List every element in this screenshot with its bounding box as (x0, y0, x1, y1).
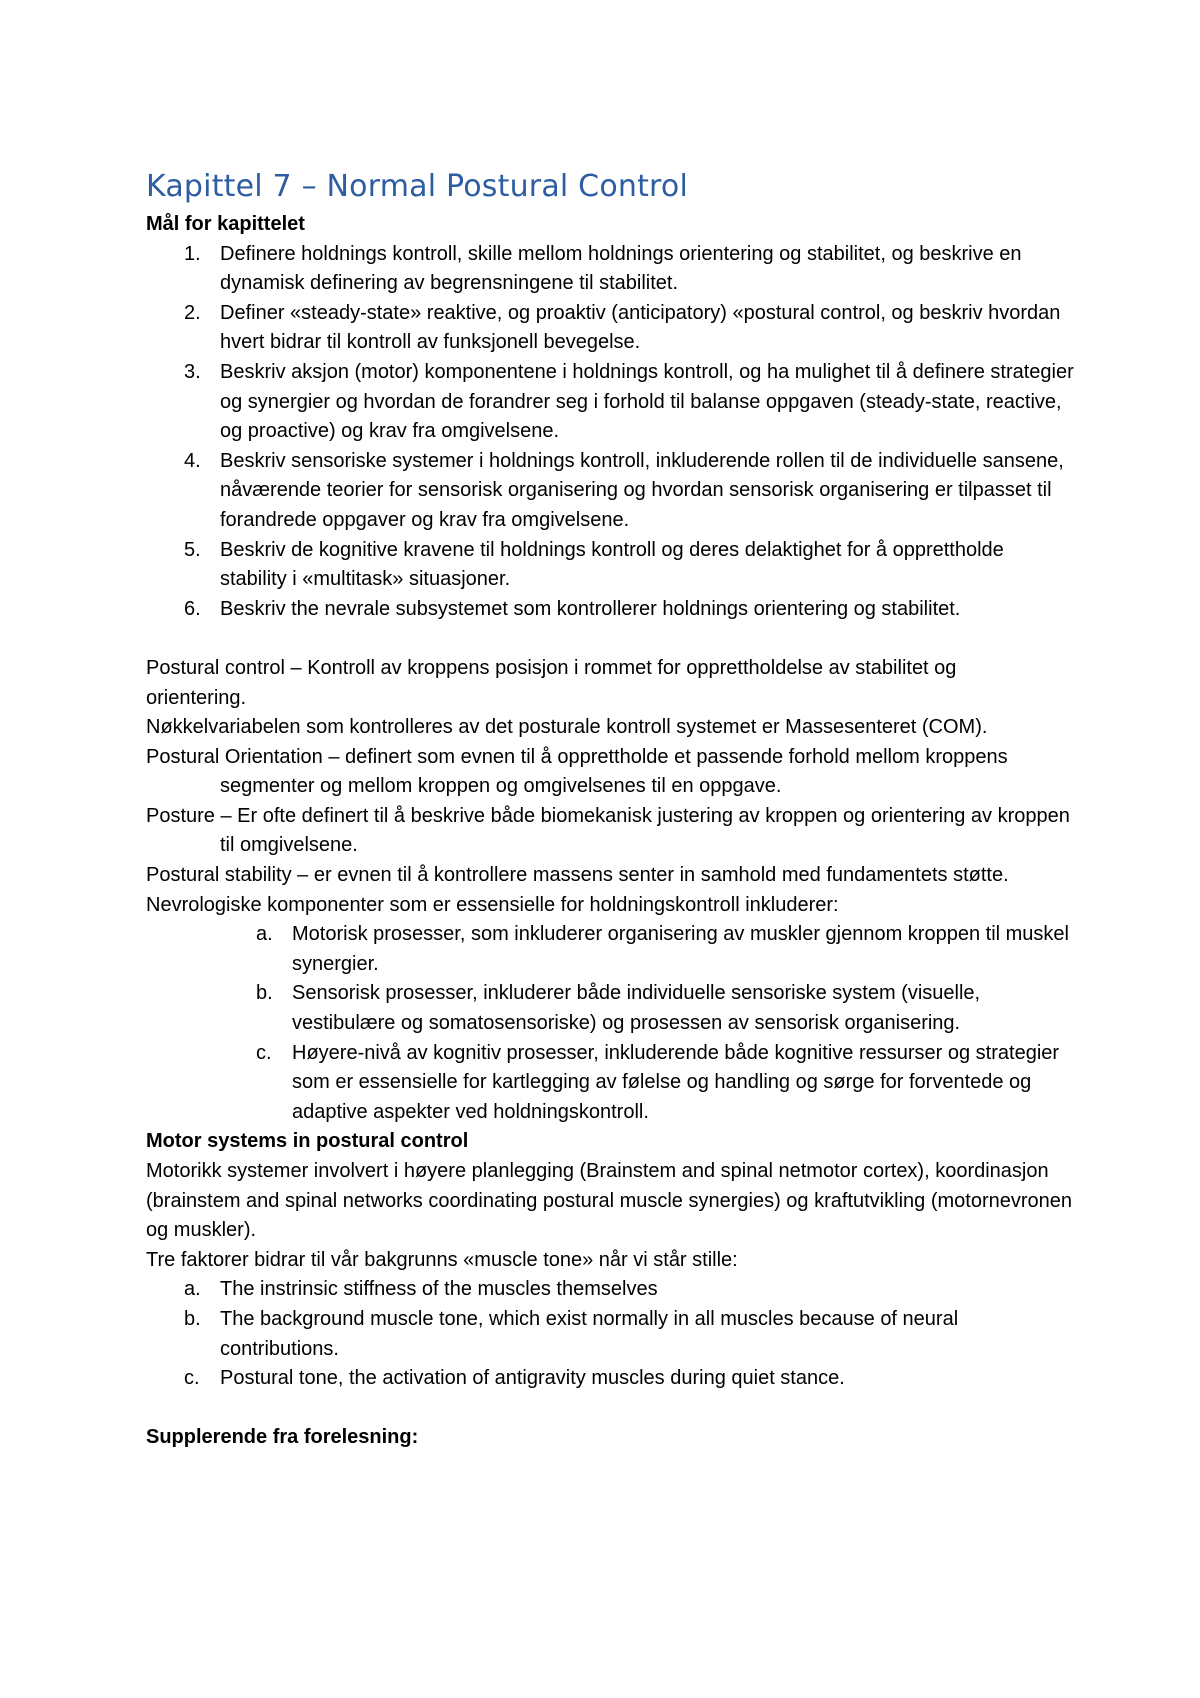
neuro-components-list (146, 920, 1076, 1127)
list-item-text: The background muscle tone, which exist normally in all muscles because of neural contributions. (220, 1307, 959, 1360)
list-marker: b. (256, 982, 273, 1005)
list-marker: b. (184, 1307, 201, 1330)
page-title: Kapittel 7 – Normal Postural Control (146, 169, 689, 204)
list-item (146, 240, 1076, 299)
list-item-text: Beskriv sensoriske systemer i holdnings kontroll, inkluderende rollen til de individuelle sansene, nåværende teorier for sensorisk organisering og hvordan sensorisk organisering er tilpasset til forandrede oppgaver og krav fra omgivelsene. (220, 449, 1064, 531)
list-marker: 6. (184, 597, 201, 620)
list-item-text: The instrinsic stiffness of the muscles themselves (220, 1278, 658, 1301)
list-item (146, 920, 1076, 979)
list-item (146, 299, 1076, 358)
list-marker: 2. (184, 301, 201, 324)
list-marker: a. (256, 923, 273, 946)
list-marker: 4. (184, 449, 201, 472)
list-item (146, 1364, 1076, 1394)
tone-factors-list (146, 1275, 1076, 1393)
motor-heading: Motor systems in postural control (146, 1130, 469, 1153)
motor-paragraph: Motorikk systemer involvert i høyere planlegging (Brainstem and spinal netmotor cortex), koordinasjon (brainstem and spinal networks coordinating postural muscle synergies) og kraftutvikling (motornevronen og muskler). (146, 1160, 1072, 1242)
list-item-text: Sensorisk prosesser, inkluderer både individuelle sensoriske system (visuelle, vestibulære og somatosensoriske) og prosessen av sensorisk organisering. (292, 982, 981, 1035)
list-marker: a. (184, 1278, 201, 1301)
list-marker: 1. (184, 242, 201, 265)
list-item-text: Beskriv aksjon (motor) komponentene i holdnings kontroll, og ha mulighet til å definere strategier og synergier og hvordan de forandrer seg i forhold til balanse oppgaven (steady-state, reactive, og proactive) og krav fra omgivelsene. (220, 360, 1074, 443)
list-item (146, 447, 1076, 536)
list-item-text: Beskriv de kognitive kravene til holdnings kontroll og deres delaktighet for å opprettholde stability i «multitask» situasjoner. (220, 538, 1004, 591)
list-marker: c. (184, 1367, 200, 1390)
list-item (146, 1039, 1076, 1128)
definition-postural-orientation: Postural Orientation – definert som evnen til å opprettholde et passende forhold mellom kroppens segmenter og mellom kroppen og omgivelsenes til en oppgave. (146, 745, 1008, 798)
list-item-text: Definere holdnings kontroll, skille mellom holdnings orientering og stabilitet, og beskrive en dynamisk definering av begrensningene til stabilitet. (220, 242, 1022, 295)
spacer (146, 624, 1076, 654)
definition-postural-control: Postural control – Kontroll av kroppens posisjon i rommet for opprettholdelse av stabilitet og orientering. (146, 656, 957, 709)
tone-intro: Tre faktorer bidrar til vår bakgrunns «muscle tone» når vi står stille: (146, 1248, 738, 1271)
list-item (146, 358, 1076, 447)
definition-posture: Posture – Er ofte definert til å beskrive både biomekanisk justering av kroppen og orientering av kroppen til omgivelsene. (146, 804, 1070, 857)
definition-postural-stability: Postural stability – er evnen til å kontrollere massens senter in samhold med fundamentets støtte. (146, 864, 1009, 887)
supplement-heading: Supplerende fra forelesning: (146, 1426, 419, 1449)
list-item (146, 595, 1076, 625)
goals-heading: Mål for kapittelet (146, 213, 305, 235)
list-marker: 5. (184, 538, 201, 561)
list-item (146, 1305, 1076, 1364)
goals-list (146, 240, 1076, 625)
list-item-text: Motorisk prosesser, som inkluderer organisering av muskler gjennom kroppen til muskel synergier. (292, 923, 1069, 975)
list-item-text: Høyere-nivå av kognitiv prosesser, inkluderende både kognitive ressurser og strategier som er essensielle for kartlegging av følelse og handling og sørge for forventede og adaptive aspekter ved holdningskontroll. (292, 1041, 1060, 1123)
list-item-text: Postural tone, the activation of antigravity muscles during quiet stance. (220, 1367, 845, 1390)
list-marker: 3. (184, 360, 201, 383)
list-item-text: Beskriv the nevrale subsystemet som kontrollerer holdnings orientering og stabilitet. (220, 597, 961, 620)
list-item-text: Definer «steady-state» reaktive, og proaktiv (anticipatory) «postural control, og beskriv hvordan hvert bidrar til kontroll av funksjonell bevegelse. (220, 301, 1061, 354)
neuro-intro: Nevrologiske komponenter som er essensielle for holdningskontroll inkluderer: (146, 893, 839, 916)
definition-key-variable: Nøkkelvariabelen som kontrolleres av det posturale kontroll systemet er Massesenteret (COM). (146, 716, 988, 739)
list-marker: c. (256, 1041, 272, 1064)
spacer (146, 1394, 1076, 1424)
list-item (146, 1275, 1076, 1305)
document-page (146, 168, 1076, 1453)
list-item (146, 979, 1076, 1038)
list-item (146, 536, 1076, 595)
